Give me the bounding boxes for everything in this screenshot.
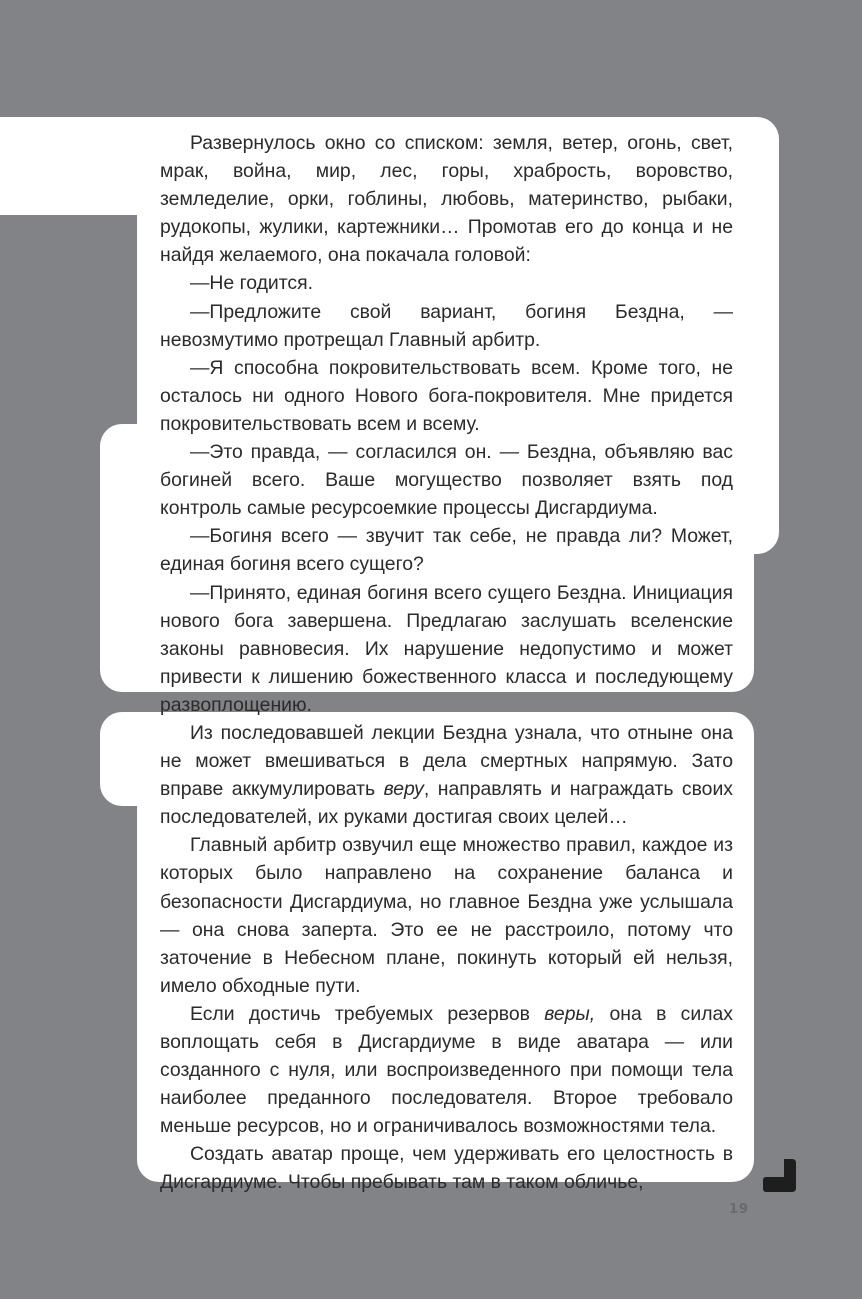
- text-run: Главный арбитр озвучил еще множество правил, каждое из которых было направлено на сохранение баланса и безопасности Дисгардиума, но главное Бездна уже услышала — она снова заперта. Это ее не расстроило, потому что заточение в Небесном плане, покинуть который ей нельзя, имело обходные пути.: [160, 834, 733, 997]
- text-run: —Принято, единая богиня всего сущего Бездна. Инициация нового бога завершена. Предлагаю заслушать вселенские законы равновесия. Их нарушение недопустимо и может привести к лишению божественного класса и последующему развоплощению.: [160, 581, 733, 716]
- text-run: она в силах воплощать себя в Дисгардиуме в виде аватара — или созданного с нуля, или воспроизведенного при помощи тела наиболее преданного последователя. Второе требовало меньше ресурсов, но и ограничивалось возможностями тела.: [160, 1002, 734, 1138]
- text-run: , направлять и награждать своих последователей, их руками достигая своих целей…: [160, 778, 733, 829]
- page-number: 19: [728, 1202, 750, 1217]
- corner-mark-icon: [763, 1159, 796, 1192]
- corner-mark-shape: [763, 1159, 796, 1192]
- body-text: [160, 129, 733, 1197]
- text-run: Развернулось окно со списком: земля, ветер, огонь, свет, мрак, война, мир, лес, горы, храбрость, воровство, земледелие, орки, гоблины, любовь, материнство, рыбаки, рудокопы, жулики, картежники… Промотав его до конца и не найдя желаемого, она покачала головой:: [160, 132, 733, 267]
- paragraph: [160, 579, 733, 719]
- text-run: —Я способна покровительствовать всем. Кроме того, не осталось ни одного Нового бога-покровителя. Мне придется покровительствовать всем и всему.: [160, 356, 733, 435]
- paragraph: [160, 719, 733, 831]
- text-run: Из последовавшей лекции Бездна узнала, что отныне она не может вмешиваться в дела смертных напрямую. Зато вправе аккумулировать: [160, 721, 733, 801]
- text-run: —Предложите свой вариант, богиня Бездна, — невозмутимо протрещал Главный арбитр.: [160, 300, 733, 351]
- paragraph: [160, 1140, 733, 1196]
- text-run: Если достичь требуемых резервов: [190, 1002, 545, 1025]
- paragraph: [160, 129, 733, 269]
- italic-text: веру: [383, 778, 424, 801]
- text-run: —Не годится.: [190, 272, 313, 295]
- text-run: Создать аватар проще, чем удерживать его целостность в Дисгардиуме. Чтобы пребывать там в таком обличье,: [160, 1143, 733, 1194]
- paragraph: [160, 522, 733, 578]
- paragraph: [160, 831, 733, 1000]
- paragraph: [160, 438, 733, 522]
- paragraph: [160, 298, 733, 354]
- italic-text: веры,: [544, 1002, 596, 1025]
- text-run: —Это правда, — согласился он. — Бездна, объявляю вас богиней всего. Ваше могущество позволяет взять под контроль самые ресурсоемкие процессы Дисгардиума.: [160, 441, 733, 520]
- paragraph: [160, 354, 733, 438]
- text-run: —Богиня всего — звучит так себе, не правда ли? Может, единая богиня всего сущего?: [160, 525, 733, 576]
- paragraph: [160, 269, 733, 297]
- paragraph: [160, 1000, 733, 1140]
